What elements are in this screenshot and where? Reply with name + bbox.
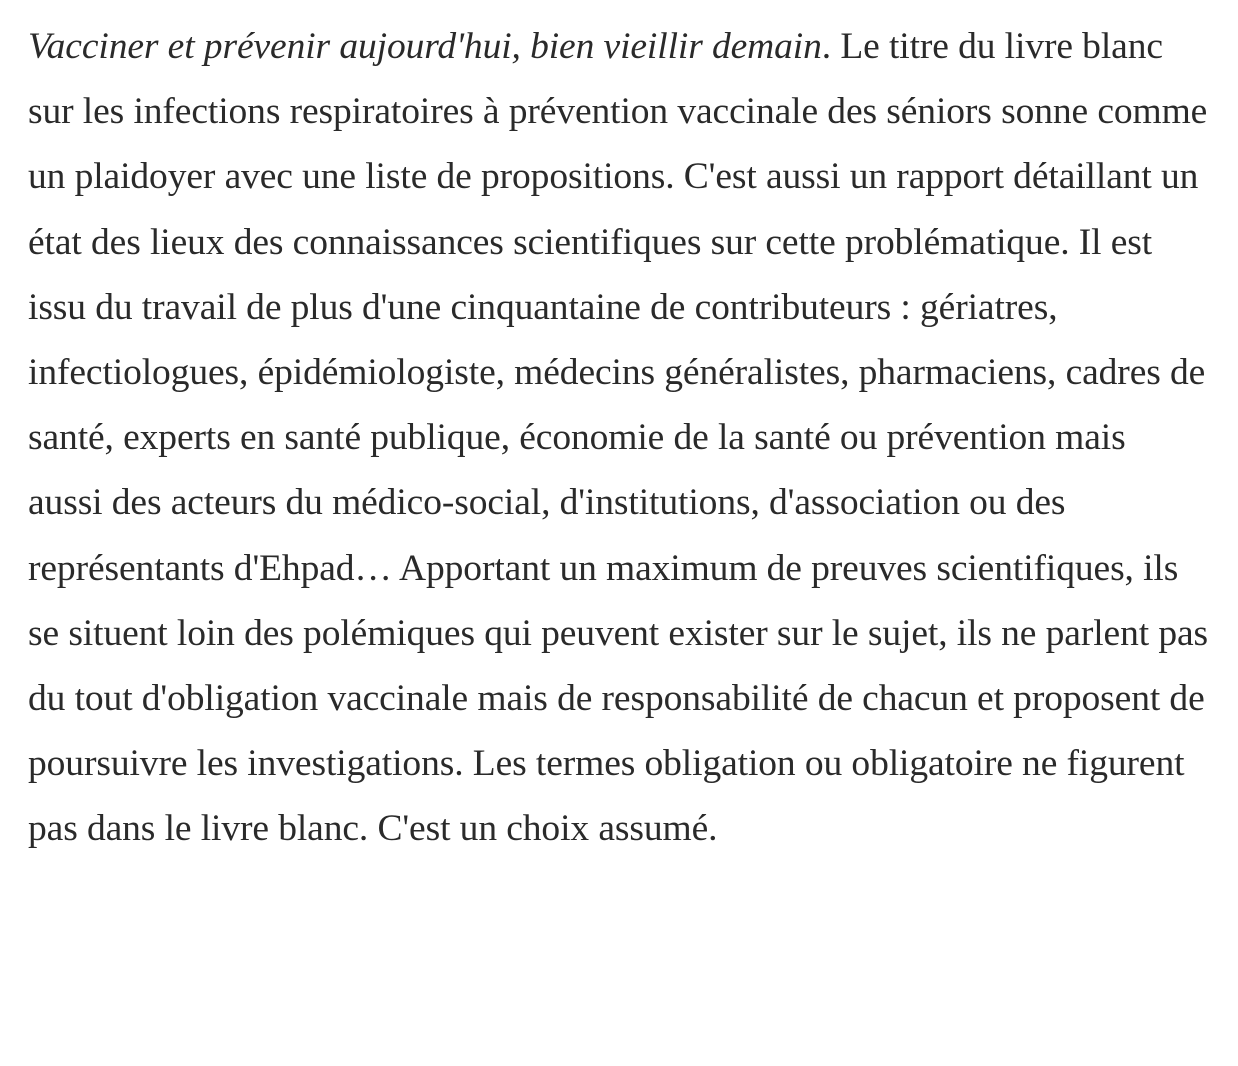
paragraph-text: Le titre du livre blanc sur les infections respiratoires à prévention vaccinale des séniors sonne comme un plaidoyer avec une liste de propositions. C'est aussi un rapport détaillant un état des lieux des connaissances scientifiques sur cette problématique. Il est issu du travail de plus d'une cinquantaine de contributeurs : gériatres, infectiologues, épidémiologiste, médecins généralistes, pharmaciens, cadres de santé, experts en santé publique, économie de la santé ou prévention mais aussi des acteurs du médico-social, d'institutions, d'association ou des représentants d'Ehpad… Apportant un maximum de preuves scientifiques, ils se situent loin des polémiques qui peuvent exister sur le sujet, ils ne parlent pas du tout d'obligation vaccinale mais de responsabilité de chacun et proposent de poursuivre les investigations. Les termes obligation ou obligatoire ne figurent pas dans le livre blanc. C'est un choix assumé.: [28, 26, 1209, 850]
article-paragraph: [28, 14, 1208, 862]
article-body: [28, 14, 1208, 862]
book-title: Vacciner et prévenir aujourd'hui, bien vieillir demain: [28, 26, 822, 67]
title-period: .: [821, 26, 832, 67]
